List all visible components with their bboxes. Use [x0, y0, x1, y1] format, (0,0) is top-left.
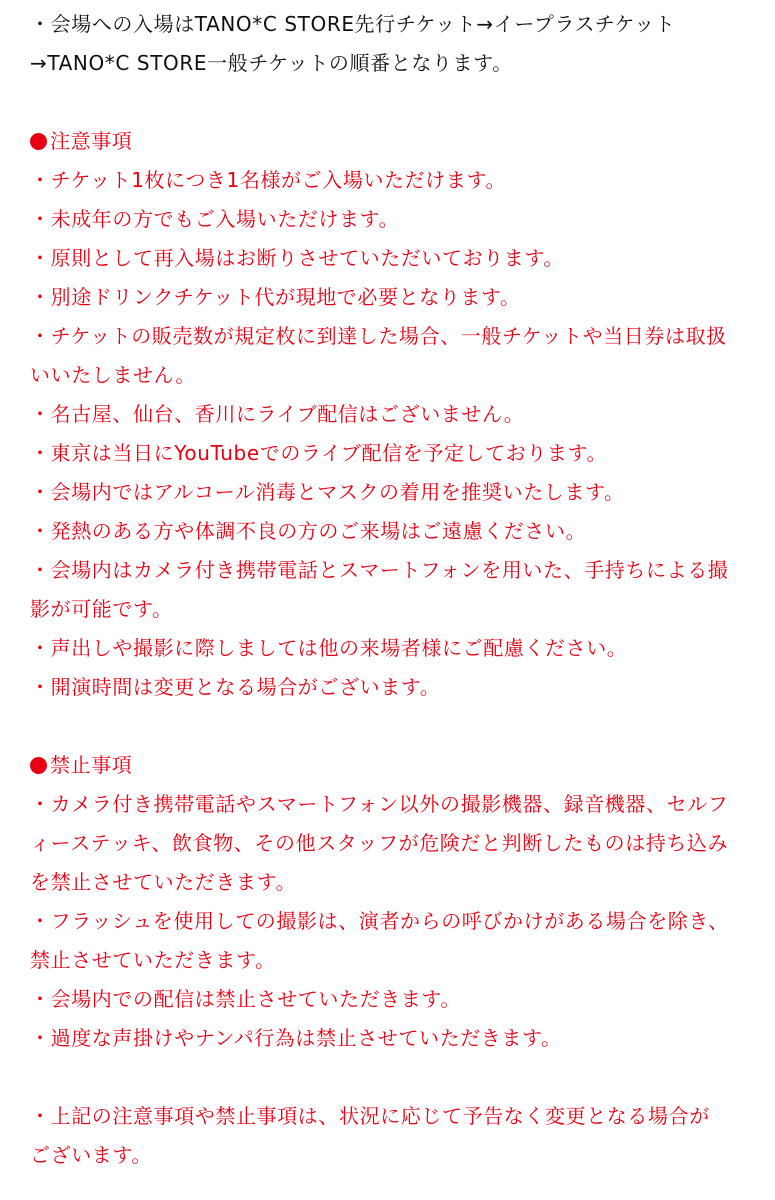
- intro-section: [30, 5, 750, 83]
- prohibitions-title: 禁止事項: [50, 753, 133, 777]
- prohibition-line: ィーステッキ、飲食物、その他スタッフが危険だと判断したものは持ち込み: [30, 831, 729, 855]
- prohibition-line: ・会場内での配信は禁止させていただきます。: [30, 987, 461, 1011]
- prohibition-line: ・フラッシュを使用しての撮影は、演者からの呼びかけがある場合を除き、: [30, 909, 729, 933]
- caution-line: ・チケットの販売数が規定枚に到達した場合、一般チケットや当日券は取扱: [30, 324, 727, 348]
- spacer: [30, 707, 750, 746]
- caution-line: いいたしません。: [30, 363, 196, 387]
- cautions-heading: [30, 122, 750, 161]
- caution-line: ・開演時間は変更となる場合がございます。: [30, 675, 441, 699]
- caution-line: ・別途ドリンクチケット代が現地で必要となります。: [30, 285, 521, 309]
- caution-line: ・会場内ではアルコール消毒とマスクの着用を推奨いたします。: [30, 480, 625, 504]
- spacer: [30, 1058, 750, 1097]
- prohibition-line: ・カメラ付き携帯電話やスマートフォン以外の撮影機器、録音機器、セルフ: [30, 792, 729, 816]
- red-circle-bullet-icon: [30, 757, 47, 774]
- prohibitions-section: [30, 746, 750, 1058]
- prohibition-line: を禁止させていただきます。: [30, 870, 297, 894]
- intro-line: →TANO*C STORE一般チケットの順番となります。: [30, 51, 513, 75]
- spacer: [30, 83, 750, 122]
- footer-section: [30, 1097, 750, 1175]
- caution-line: 影が可能です。: [30, 597, 173, 621]
- caution-line: ・原則として再入場はお断りさせていただいております。: [30, 246, 564, 270]
- prohibitions-heading: [30, 746, 750, 785]
- cautions-title: 注意事項: [50, 129, 133, 153]
- caution-line: ・発熱のある方や体調不良の方のご来場はご遠慮ください。: [30, 519, 587, 543]
- caution-line: ・会場内はカメラ付き携帯電話とスマートフォンを用いた、手持ちによる撮: [30, 558, 729, 582]
- caution-line: ・チケット1枚につき1名様がご入場いただけます。: [30, 168, 507, 192]
- prohibition-line: ・過度な声掛けやナンパ行為は禁止させていただきます。: [30, 1026, 562, 1050]
- caution-line: ・声出しや撮影に際しましては他の来場者様にご配慮ください。: [30, 636, 628, 660]
- caution-line: ・未成年の方でもご入場いただけます。: [30, 207, 400, 231]
- footer-line: ございます。: [30, 1143, 152, 1167]
- caution-line: ・東京は当日にYouTubeでのライブ配信を予定しております。: [30, 441, 608, 465]
- cautions-section: [30, 122, 750, 707]
- footer-line: ・上記の注意事項や禁止事項は、状況に応じて予告なく変更となる場合が: [30, 1104, 710, 1128]
- caution-line: ・名古屋、仙台、香川にライブ配信はございません。: [30, 402, 525, 426]
- prohibition-line: 禁止させていただきます。: [30, 948, 276, 972]
- red-circle-bullet-icon: [30, 133, 47, 150]
- intro-line: ・会場への入場はTANO*C STORE先行チケット→イープラスチケット: [30, 12, 676, 36]
- notice-document: [30, 5, 750, 1175]
